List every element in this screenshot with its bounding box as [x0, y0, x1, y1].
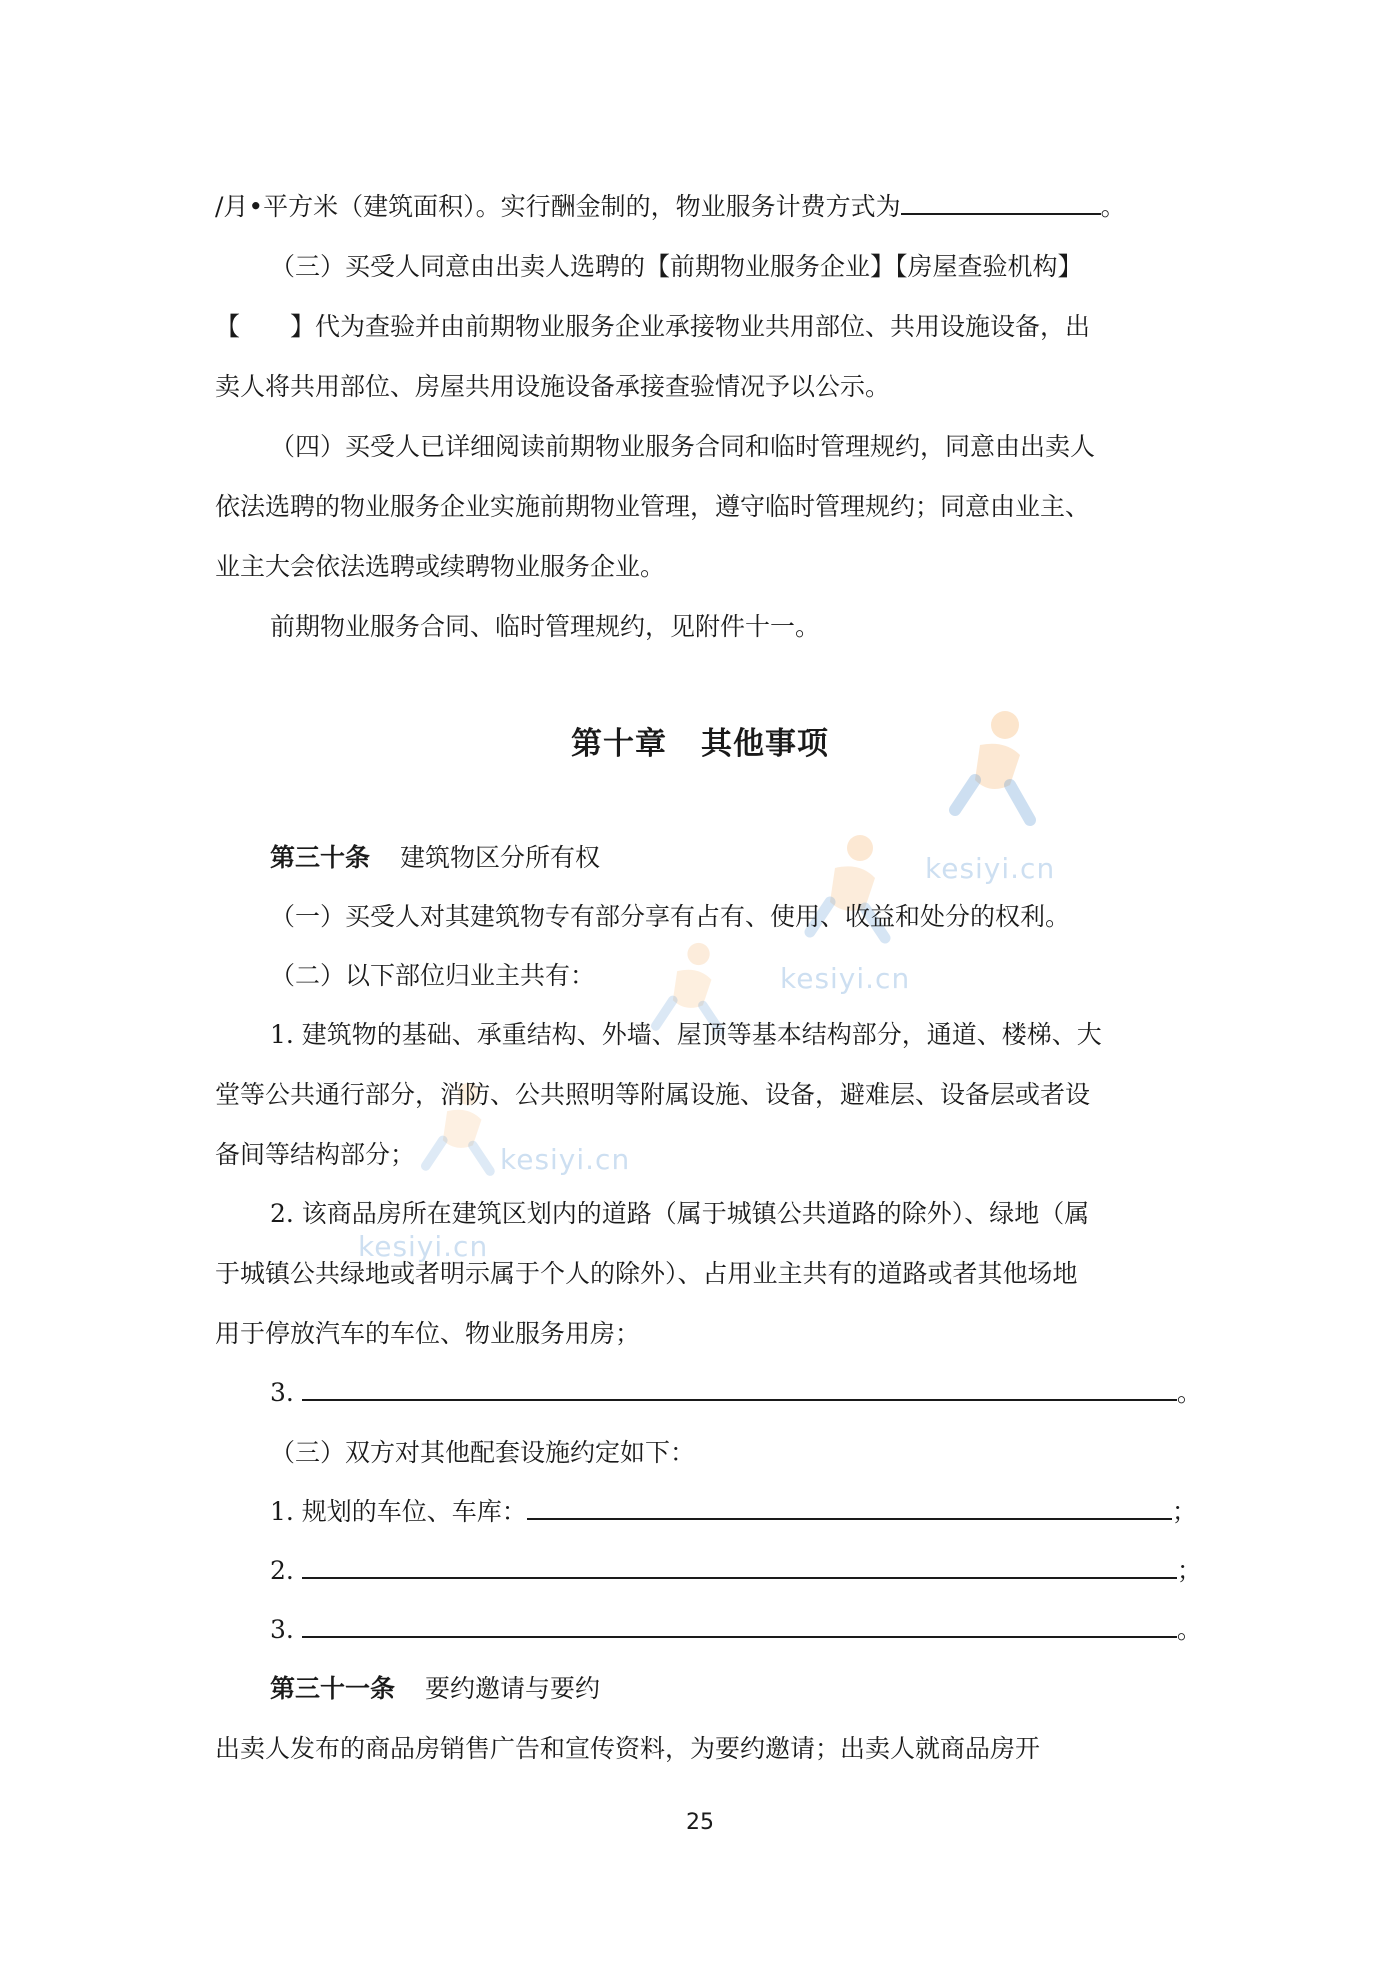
- item-label: 3.: [270, 1378, 294, 1407]
- item-end: ；: [1171, 1497, 1197, 1526]
- paragraph-line: [215, 187, 1126, 227]
- fill-blank: [302, 1610, 1177, 1638]
- item-label: 1. 规划的车位、车库：: [270, 1497, 527, 1526]
- paragraph-line: 于城镇公共绿地或者明示属于个人的除外）、占用业主共有的道路或者其他场地: [215, 1259, 1078, 1288]
- item-label: 3.: [270, 1615, 294, 1644]
- chapter-title: 其他事项: [701, 726, 829, 762]
- article-heading: [270, 838, 600, 878]
- paragraph-line: 前期物业服务合同、临时管理规约，见附件十一。: [270, 612, 821, 641]
- fill-blank: [302, 1551, 1177, 1579]
- article-number: 第三十条: [270, 843, 371, 872]
- fill-line: [270, 1610, 1202, 1650]
- paragraph-line: 用于停放汽车的车位、物业服务用房；: [215, 1319, 641, 1348]
- paragraph-line: 堂等公共通行部分，消防、公共照明等附属设施、设备，避难层、设备层或者设: [215, 1080, 1091, 1109]
- fill-blank: [302, 1373, 1177, 1401]
- paragraph-line: 业主大会依法选聘或续聘物业服务企业。: [215, 552, 666, 581]
- fill-blank: [901, 187, 1101, 215]
- article-title: 建筑物区分所有权: [400, 843, 601, 872]
- paragraph-line: （四）买受人已详细阅读前期物业服务合同和临时管理规约，同意由出卖人: [270, 432, 1096, 461]
- paragraph-line: 卖人将共用部位、房屋共用设施设备承接查验情况予以公示。: [215, 372, 891, 401]
- fill-line: [270, 1551, 1202, 1591]
- watermark-text: kesiyi.cn: [500, 1143, 631, 1176]
- article-number: 第三十一条: [270, 1674, 396, 1703]
- fill-blank: [527, 1492, 1172, 1520]
- paragraph-line: 【 】代为查验并由前期物业服务企业承接物业共用部位、共用设施设备，出: [215, 312, 1091, 341]
- paragraph-line: 1. 建筑物的基础、承重结构、外墙、屋顶等基本结构部分，通道、楼梯、大: [270, 1020, 1102, 1049]
- item-end: ；: [1176, 1556, 1202, 1585]
- paragraph-line: 出卖人发布的商品房销售广告和宣传资料，为要约邀请；出卖人就商品房开: [215, 1734, 1041, 1763]
- paragraph-line: （一）买受人对其建筑物专有部分享有占有、使用、收益和处分的权利。: [270, 902, 1071, 931]
- fill-line: [270, 1373, 1202, 1413]
- watermark-text: kesiyi.cn: [358, 1230, 489, 1263]
- paragraph-line: 2. 该商品房所在建筑区划内的道路（属于城镇公共道路的除外）、绿地（属: [270, 1199, 1090, 1228]
- watermark-text: kesiyi.cn: [780, 962, 911, 995]
- item-label: 2.: [270, 1556, 294, 1585]
- line-text: /月•平方米（建筑面积）。实行酬金制的，物业服务计费方式为: [215, 192, 901, 221]
- fill-line: [270, 1492, 1197, 1532]
- paragraph-line: 备间等结构部分；: [215, 1140, 416, 1169]
- chapter-number: 第十章: [571, 726, 667, 762]
- page-number: 25: [686, 1810, 714, 1835]
- item-end: 。: [1176, 1378, 1202, 1407]
- chapter-heading: [0, 718, 1400, 763]
- paragraph-line: （三）双方对其他配套设施约定如下：: [270, 1438, 696, 1467]
- paragraph-line: 依法选聘的物业服务企业实施前期物业管理，遵守临时管理规约；同意由业主、: [215, 492, 1091, 521]
- paragraph-line: （三）买受人同意由出卖人选聘的【前期物业服务企业】【房屋查验机构】: [270, 252, 1083, 281]
- paragraph-line: （二）以下部位归业主共有：: [270, 961, 596, 990]
- article-heading: [270, 1669, 600, 1709]
- watermark-runner-icon: [780, 820, 920, 960]
- watermark-text: kesiyi.cn: [925, 852, 1056, 885]
- line-end: 。: [1100, 192, 1126, 221]
- article-title: 要约邀请与要约: [425, 1674, 601, 1703]
- item-end: 。: [1176, 1615, 1202, 1644]
